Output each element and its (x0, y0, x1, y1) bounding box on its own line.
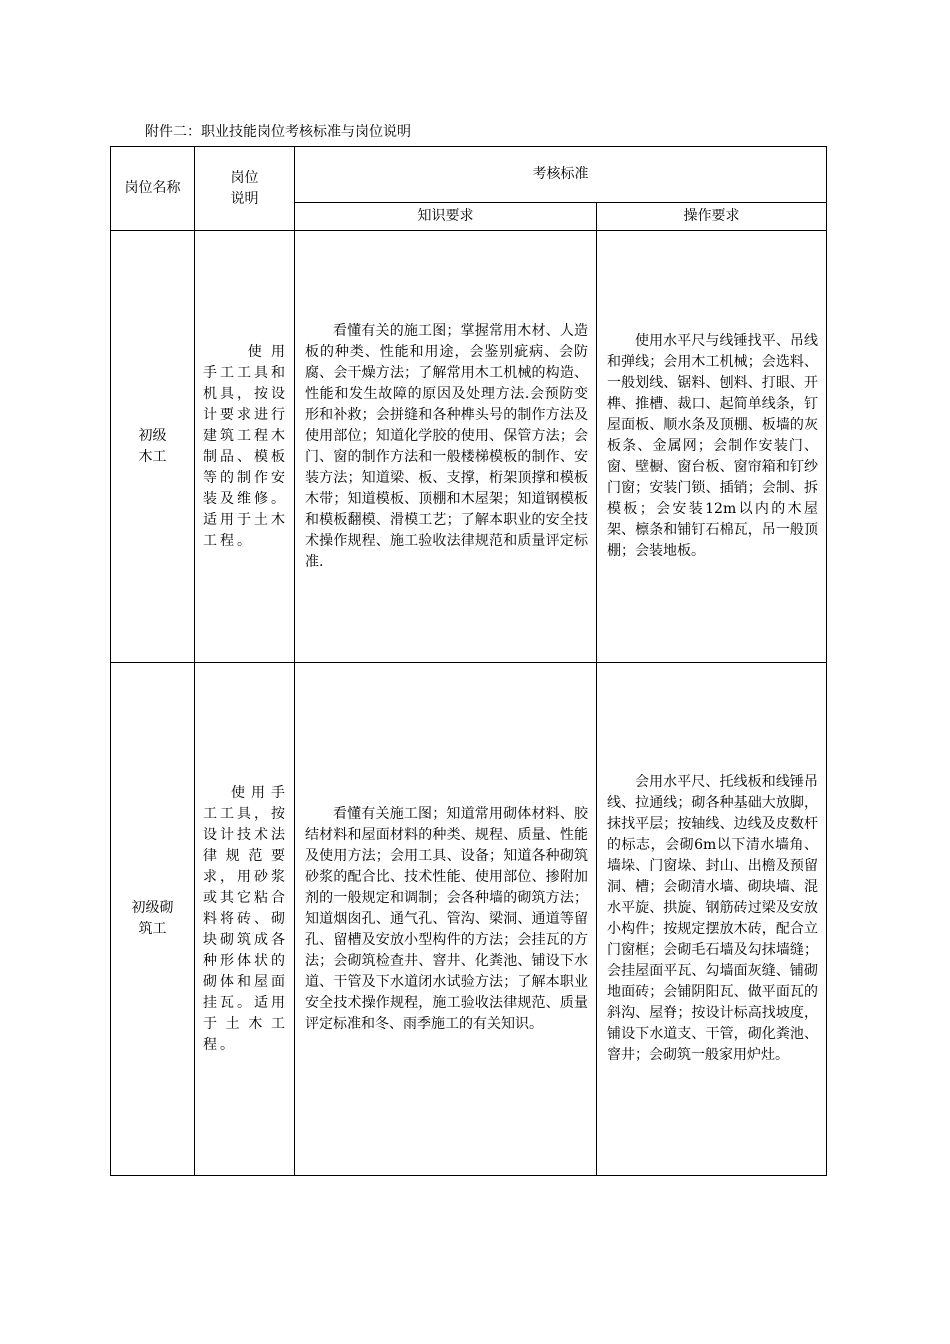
table-row (111, 231, 827, 663)
row-post-desc: 使用手工工具，按设计技术法律规范要求，用砂浆或其它粘合料将砖、砌块砌筑成各种形体状的砌体和屋面挂瓦。适用于土木工程。 (195, 663, 295, 1176)
header-criteria: 考核标准 (295, 147, 827, 203)
header-post-desc: 岗位说明 (195, 147, 295, 231)
row-knowledge: 看懂有关施工图；知道常用砌体材料、胶结材料和屋面材料的种类、规程、质量、性能及使用方法；会用工具、设备；知道各种砌筑砂浆的配合比、技术性能、使用部位、掺附加剂的一般规定和调制；会各种墙的砌筑方法；知道烟囱孔、通气孔、管沟、梁洞、通道等留孔、留槽及安放小型构件的方法；会挂瓦的方法；会砌筑检查井、窨井、化粪池、铺设下水道、干管及下水道闭水试验方法；了解本职业安全技术操作规程，施工验收法律规范、质量评定标准和冬、雨季施工的有关知识。 (295, 663, 597, 1176)
header-operation: 操作要求 (597, 203, 827, 231)
page-caption: 附件二：职业技能岗位考核标准与岗位说明 (145, 124, 411, 140)
row-post-desc: 使用手工工具和机具，按设计要求进行建筑工程木制品、模板等的制作安装及维修。适用于土木工程。 (195, 231, 295, 663)
row-post-name: 初级木工 (111, 231, 195, 663)
header-knowledge: 知识要求 (295, 203, 597, 231)
row-knowledge: 看懂有关的施工图；掌握常用木材、人造板的种类、性能和用途，会鉴别疵病、会防腐、会干燥方法；了解常用木工机械的构造、性能和发生故障的原因及处理方法.会预防变形和补救；会拼缝和各种榫头号的制作方法及使用部位；知道化学胶的使用、保管方法；会门、窗的制作方法和一般楼梯模板的制作、安装方法；知道梁、板、支撑，桁架顶撑和模板木带；知道模板、顶棚和木屋架；知道钢模板和模板翻模、滑模工艺；了解本职业的安全技术操作规程、施工验收法律规范和质量评定标准. (295, 231, 597, 663)
row-post-name: 初级砌筑工 (111, 663, 195, 1176)
table-row (111, 663, 827, 1176)
row-operation: 会用水平尺、托线板和线锤吊线、拉通线；砌各种基础大放脚，抹找平层；按轴线、边线及皮数杆的标志，会砌6m以下清水墙角、墙垛、门窗垛、封山、出檐及预留洞、槽；会砌清水墙、砌块墙、混水平旋、拱旋、钢筋砖过梁及安放小构件；按规定摆放木砖，配合立门窗框；会砌毛石墙及勾抹墙缝；会挂屋面平瓦、勾墙面灰缝、铺砌地面砖；会铺阴阳瓦、做平面瓦的斜沟、屋脊；按设计标高找坡度，铺设下水道支、干管，砌化粪池、窨井；会砌筑一般家用炉灶。 (597, 663, 827, 1176)
row-operation: 使用水平尺与线锤找平、吊线和弹线；会用木工机械；会选料、一般划线、锯料、刨料、打眼、开榫、推槽、裁口、起简单线条，钉屋面板、顺水条及顶棚、板墙的灰板条、金属网；会制作安装门、窗、壁橱、窗台板、窗帘箱和钉纱门窗；安装门锁、插销；会制、拆模板；会安装12m以内的木屋架、檩条和铺钉石棉瓦，吊一般顶棚；会装地板。 (597, 231, 827, 663)
header-post-name: 岗位名称 (111, 147, 195, 231)
job-standard-table (110, 146, 827, 1176)
